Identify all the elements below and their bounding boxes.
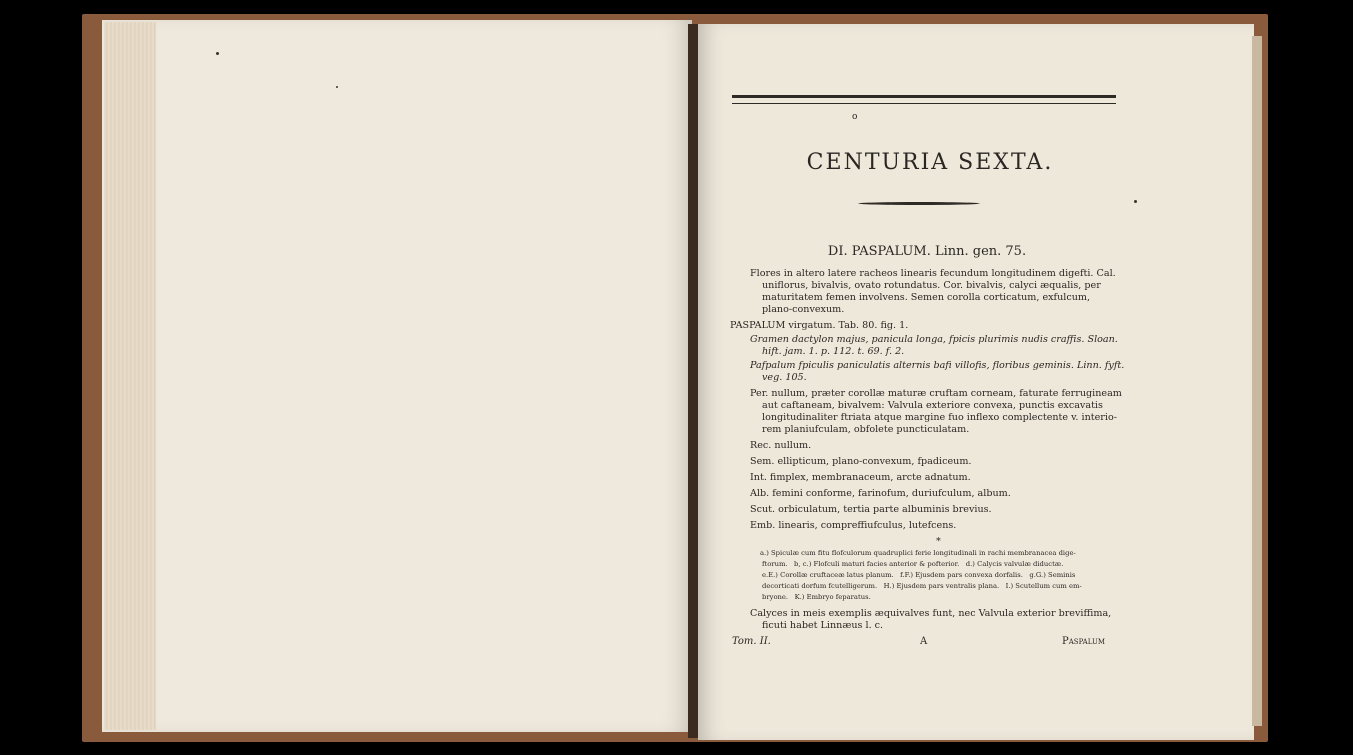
intro-line-3: maturitatem femen involvens. Semen corolla corticatum, exfulcum, [762, 292, 1091, 303]
seed-line: Sem. ellipticum, plano-convexum, fpadiceum. [750, 456, 972, 467]
closing-line-1: Calyces in meis exemplis æquivalves funt, nec Valvula exterior breviffima, [750, 608, 1112, 619]
book [82, 14, 1268, 742]
page-title: CENTURIA SEXTA. [806, 150, 1054, 175]
pericarp-line-3: longitudinaliter ftriata atque margine fuo inflexo complectente v. interio- [762, 412, 1117, 423]
albumen-line: Alb. femini conforme, farinofum, duriufculum, album. [750, 488, 1011, 499]
intro-line-4: plano-convexum. [762, 304, 845, 315]
synonym-1-line-1: Gramen dactylon majus, panicula longa, fpicis plurimis nudis craffis. Sloan. [750, 334, 1118, 345]
scutellum-line: Scut. orbiculatum, tertia parte albuminis brevius. [750, 504, 992, 515]
right-page-edge [1252, 36, 1262, 726]
species-line: PASPALUM virgatum. Tab. 80. fig. 1. [730, 320, 909, 331]
pericarp-line-2: aut caftaneam, bivalvem: Valvula exteriore convexa, punctis excavatis [762, 400, 1103, 411]
figure-note-line-3: e.E.) Corollæ cruftaceæ latus planum. f.F.) Ejusdem pars convexa dorfalis. g.G.) Seminis [762, 571, 1076, 579]
signature-mark: A [920, 636, 928, 647]
receptacle-line: Rec. nullum. [750, 440, 812, 451]
figure-note-line-4: decorticati dorfum fcutelligerum. H.) Ejusdem pars ventralis plana. I.) Scutellum cum em- [762, 582, 1082, 590]
synonym-2-line-1: Pafpalum fpiculis paniculatis alternis bafi villofis, floribus geminis. Linn. fyft. [750, 360, 1125, 371]
figure-note-line-1: a.) Spiculæ cum fitu flofculorum quadruplici ferie longitudinali in rachi membranacea dige- [760, 549, 1076, 557]
figure-note-line-2: ftorum. b, c.) Flofculi maturi facies anterior & pofterior. d.) Calycis valvulæ diductæ. [762, 560, 1064, 568]
page-speck [336, 86, 338, 88]
pericarp-line-1: Per. nullum, præter corollæ maturæ cruftam corneam, faturate ferrugineam [750, 388, 1122, 399]
page-edges [104, 22, 156, 730]
ornament-mark: o [852, 112, 858, 122]
closing-line-2: ficuti habet Linnæus l. c. [762, 620, 884, 631]
intro-line-2: uniflorus, bivalvis, ovato rotundatus. Cor. bivalvis, calyci æqualis, per [762, 280, 1101, 291]
left-page [102, 20, 692, 732]
synonym-1-line-2: hift. jam. 1. p. 112. t. 69. f. 2. [762, 346, 905, 357]
pericarp-line-4: rem planiufculam, obfolete puncticulatam. [762, 424, 970, 435]
synonym-2-line-2: veg. 105. [762, 372, 807, 383]
catchword: Paspalum [1062, 636, 1106, 647]
figure-note-line-5: bryone. K.) Embryo feparatus. [762, 593, 871, 601]
intro-line-1: Flores in altero latere racheos linearis fecundum longitudinem digefti. Cal. [750, 268, 1116, 279]
integument-line: Int. fimplex, membranaceum, arcte adnatum. [750, 472, 971, 483]
asterisk: * [936, 536, 941, 547]
top-double-rule [732, 95, 1116, 104]
page-speck [216, 52, 219, 55]
embryo-line: Emb. linearis, compreffiufculus, lutefcens. [750, 520, 957, 531]
volume-footer: Tom. II. [732, 636, 771, 647]
page-speck [1134, 200, 1137, 203]
genus-heading: DI. PASPALUM. Linn. gen. 75. [827, 244, 1027, 259]
title-ornament-rule [858, 202, 980, 205]
